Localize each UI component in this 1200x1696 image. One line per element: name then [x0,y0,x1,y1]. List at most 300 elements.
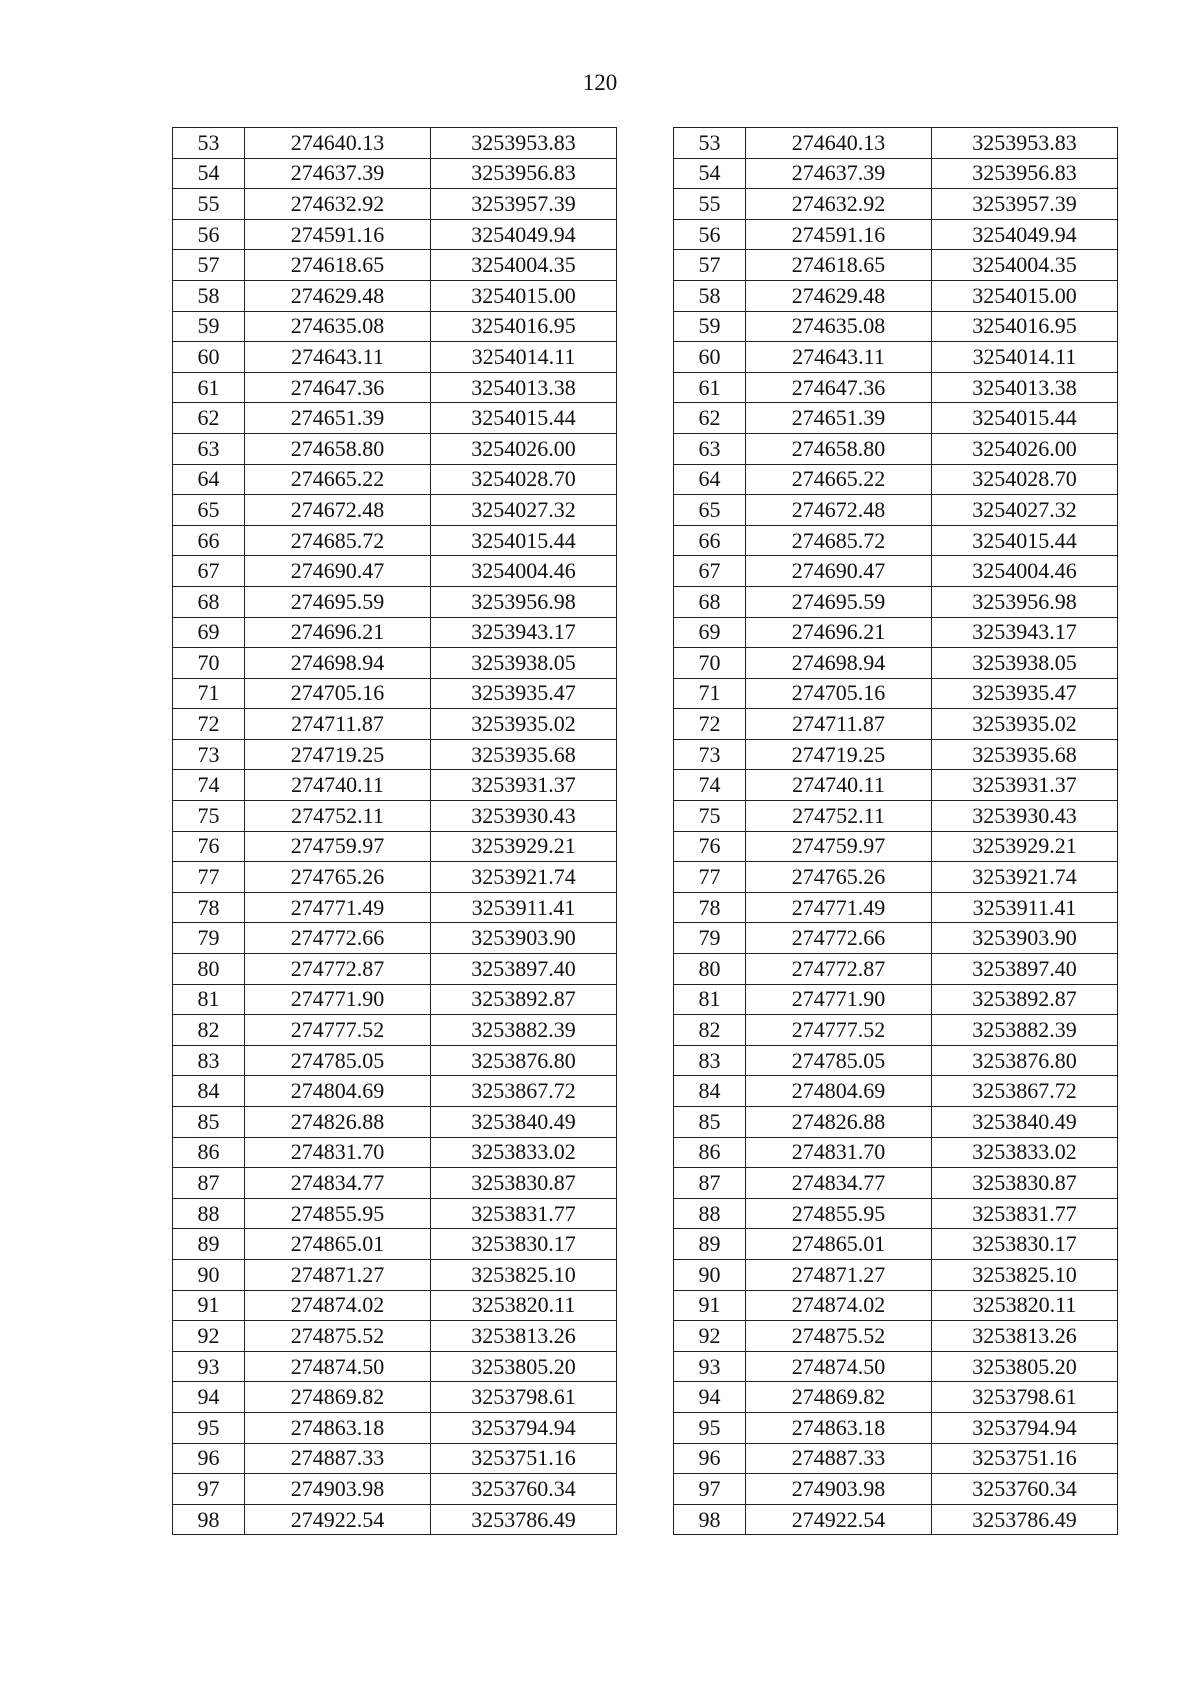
right-point-number: 78 [674,892,746,923]
left-x-coordinate: 274765.26 [245,862,431,893]
column-gap [617,617,674,648]
left-point-number: 70 [173,648,245,679]
table-row [173,1290,1118,1321]
left-y-coordinate: 3253929.21 [431,831,617,862]
column-gap [617,1198,674,1229]
right-x-coordinate: 274869.82 [746,1382,932,1413]
right-x-coordinate: 274804.69 [746,1076,932,1107]
table-row [173,770,1118,801]
left-point-number: 67 [173,556,245,587]
right-y-coordinate: 3253751.16 [932,1443,1118,1474]
left-x-coordinate: 274711.87 [245,709,431,740]
left-point-number: 81 [173,984,245,1015]
right-point-number: 67 [674,556,746,587]
column-gap [617,525,674,556]
right-point-number: 53 [674,128,746,159]
left-x-coordinate: 274651.39 [245,403,431,434]
right-point-number: 65 [674,495,746,526]
right-y-coordinate: 3253930.43 [932,801,1118,832]
column-gap [617,219,674,250]
right-point-number: 95 [674,1412,746,1443]
right-point-number: 88 [674,1198,746,1229]
right-point-number: 71 [674,678,746,709]
left-y-coordinate: 3253786.49 [431,1504,617,1535]
right-y-coordinate: 3253929.21 [932,831,1118,862]
right-y-coordinate: 3253938.05 [932,648,1118,679]
column-gap [617,1321,674,1352]
table-row [173,280,1118,311]
table-row [173,1321,1118,1352]
right-x-coordinate: 274771.90 [746,984,932,1015]
column-gap [617,831,674,862]
right-point-number: 81 [674,984,746,1015]
left-point-number: 53 [173,128,245,159]
right-y-coordinate: 3253935.68 [932,739,1118,770]
left-point-number: 87 [173,1168,245,1199]
left-x-coordinate: 274777.52 [245,1015,431,1046]
left-point-number: 95 [173,1412,245,1443]
left-point-number: 58 [173,280,245,311]
left-x-coordinate: 274869.82 [245,1382,431,1413]
right-x-coordinate: 274711.87 [746,709,932,740]
column-gap [617,433,674,464]
left-y-coordinate: 3254016.95 [431,311,617,342]
left-y-coordinate: 3253897.40 [431,954,617,985]
left-point-number: 85 [173,1107,245,1138]
right-y-coordinate: 3254026.00 [932,433,1118,464]
right-point-number: 54 [674,158,746,189]
right-y-coordinate: 3253833.02 [932,1137,1118,1168]
right-point-number: 69 [674,617,746,648]
right-y-coordinate: 3253830.87 [932,1168,1118,1199]
left-point-number: 57 [173,250,245,281]
right-x-coordinate: 274875.52 [746,1321,932,1352]
right-point-number: 62 [674,403,746,434]
left-x-coordinate: 274831.70 [245,1137,431,1168]
table-row [173,1229,1118,1260]
right-x-coordinate: 274618.65 [746,250,932,281]
left-x-coordinate: 274871.27 [245,1259,431,1290]
column-gap [617,709,674,740]
column-gap [617,1504,674,1535]
left-x-coordinate: 274635.08 [245,311,431,342]
left-y-coordinate: 3253938.05 [431,648,617,679]
column-gap [617,954,674,985]
left-x-coordinate: 274705.16 [245,678,431,709]
table-row [173,128,1118,159]
left-x-coordinate: 274740.11 [245,770,431,801]
left-x-coordinate: 274618.65 [245,250,431,281]
left-point-number: 69 [173,617,245,648]
right-x-coordinate: 274591.16 [746,219,932,250]
left-y-coordinate: 3253903.90 [431,923,617,954]
left-y-coordinate: 3254013.38 [431,372,617,403]
left-y-coordinate: 3253957.39 [431,189,617,220]
right-point-number: 75 [674,801,746,832]
left-point-number: 59 [173,311,245,342]
right-y-coordinate: 3253935.47 [932,678,1118,709]
right-point-number: 85 [674,1107,746,1138]
column-gap [617,770,674,801]
right-x-coordinate: 274887.33 [746,1443,932,1474]
table-row [173,1137,1118,1168]
left-x-coordinate: 274643.11 [245,342,431,373]
column-gap [617,1107,674,1138]
table-row [173,1198,1118,1229]
column-gap [617,464,674,495]
right-x-coordinate: 274672.48 [746,495,932,526]
column-gap [617,862,674,893]
right-x-coordinate: 274632.92 [746,189,932,220]
left-x-coordinate: 274698.94 [245,648,431,679]
left-y-coordinate: 3253840.49 [431,1107,617,1138]
column-gap [617,280,674,311]
right-y-coordinate: 3253931.37 [932,770,1118,801]
right-point-number: 70 [674,648,746,679]
right-y-coordinate: 3254013.38 [932,372,1118,403]
table-row [173,495,1118,526]
right-x-coordinate: 274772.87 [746,954,932,985]
right-x-coordinate: 274637.39 [746,158,932,189]
right-y-coordinate: 3254049.94 [932,219,1118,250]
right-x-coordinate: 274647.36 [746,372,932,403]
right-point-number: 86 [674,1137,746,1168]
right-point-number: 72 [674,709,746,740]
column-gap [617,1259,674,1290]
left-x-coordinate: 274922.54 [245,1504,431,1535]
table-row [173,1382,1118,1413]
right-x-coordinate: 274696.21 [746,617,932,648]
right-point-number: 90 [674,1259,746,1290]
right-y-coordinate: 3253760.34 [932,1474,1118,1505]
left-point-number: 82 [173,1015,245,1046]
table-row [173,464,1118,495]
column-gap [617,495,674,526]
right-x-coordinate: 274922.54 [746,1504,932,1535]
left-point-number: 84 [173,1076,245,1107]
right-x-coordinate: 274740.11 [746,770,932,801]
right-y-coordinate: 3254004.35 [932,250,1118,281]
left-x-coordinate: 274665.22 [245,464,431,495]
left-y-coordinate: 3253820.11 [431,1290,617,1321]
right-point-number: 80 [674,954,746,985]
table-row [173,862,1118,893]
right-point-number: 91 [674,1290,746,1321]
table-row [173,1412,1118,1443]
right-x-coordinate: 274759.97 [746,831,932,862]
left-y-coordinate: 3254004.46 [431,556,617,587]
left-y-coordinate: 3254049.94 [431,219,617,250]
right-y-coordinate: 3253882.39 [932,1015,1118,1046]
left-point-number: 88 [173,1198,245,1229]
right-x-coordinate: 274826.88 [746,1107,932,1138]
right-y-coordinate: 3254014.11 [932,342,1118,373]
right-x-coordinate: 274903.98 [746,1474,932,1505]
right-point-number: 97 [674,1474,746,1505]
left-x-coordinate: 274632.92 [245,189,431,220]
left-y-coordinate: 3254026.00 [431,433,617,464]
right-x-coordinate: 274665.22 [746,464,932,495]
left-x-coordinate: 274855.95 [245,1198,431,1229]
right-y-coordinate: 3253897.40 [932,954,1118,985]
left-y-coordinate: 3253876.80 [431,1045,617,1076]
left-x-coordinate: 274696.21 [245,617,431,648]
right-y-coordinate: 3253956.98 [932,586,1118,617]
left-y-coordinate: 3253882.39 [431,1015,617,1046]
table-row [173,189,1118,220]
column-gap [617,586,674,617]
table-row [173,1107,1118,1138]
right-x-coordinate: 274771.49 [746,892,932,923]
right-point-number: 56 [674,219,746,250]
right-point-number: 89 [674,1229,746,1260]
left-y-coordinate: 3253751.16 [431,1443,617,1474]
left-x-coordinate: 274865.01 [245,1229,431,1260]
left-y-coordinate: 3254028.70 [431,464,617,495]
column-gap [617,1015,674,1046]
left-point-number: 76 [173,831,245,862]
column-gap [617,1351,674,1382]
left-x-coordinate: 274672.48 [245,495,431,526]
right-x-coordinate: 274874.02 [746,1290,932,1321]
right-y-coordinate: 3254028.70 [932,464,1118,495]
column-gap [617,739,674,770]
left-x-coordinate: 274629.48 [245,280,431,311]
table-row [173,1504,1118,1535]
right-x-coordinate: 274698.94 [746,648,932,679]
left-x-coordinate: 274591.16 [245,219,431,250]
left-point-number: 62 [173,403,245,434]
left-x-coordinate: 274690.47 [245,556,431,587]
right-point-number: 84 [674,1076,746,1107]
left-point-number: 79 [173,923,245,954]
left-x-coordinate: 274772.87 [245,954,431,985]
right-point-number: 68 [674,586,746,617]
column-gap [617,678,674,709]
right-point-number: 76 [674,831,746,862]
table-row [173,525,1118,556]
left-x-coordinate: 274771.49 [245,892,431,923]
left-point-number: 68 [173,586,245,617]
table-row [173,586,1118,617]
right-y-coordinate: 3253840.49 [932,1107,1118,1138]
right-y-coordinate: 3253805.20 [932,1351,1118,1382]
right-point-number: 58 [674,280,746,311]
left-point-number: 61 [173,372,245,403]
coordinate-table [172,127,1118,1535]
right-y-coordinate: 3253798.61 [932,1382,1118,1413]
left-point-number: 91 [173,1290,245,1321]
left-point-number: 78 [173,892,245,923]
left-point-number: 64 [173,464,245,495]
left-y-coordinate: 3254014.11 [431,342,617,373]
left-x-coordinate: 274863.18 [245,1412,431,1443]
table-row [173,158,1118,189]
column-gap [617,984,674,1015]
right-x-coordinate: 274863.18 [746,1412,932,1443]
right-point-number: 92 [674,1321,746,1352]
left-point-number: 75 [173,801,245,832]
left-point-number: 63 [173,433,245,464]
column-gap [617,1045,674,1076]
left-point-number: 92 [173,1321,245,1352]
left-y-coordinate: 3253935.68 [431,739,617,770]
page-number: 120 [582,70,618,95]
left-y-coordinate: 3253825.10 [431,1259,617,1290]
left-point-number: 93 [173,1351,245,1382]
left-x-coordinate: 274903.98 [245,1474,431,1505]
table-row [173,1259,1118,1290]
right-x-coordinate: 274785.05 [746,1045,932,1076]
left-point-number: 80 [173,954,245,985]
right-y-coordinate: 3253921.74 [932,862,1118,893]
left-point-number: 74 [173,770,245,801]
table-row [173,1015,1118,1046]
left-x-coordinate: 274759.97 [245,831,431,862]
right-point-number: 63 [674,433,746,464]
left-point-number: 55 [173,189,245,220]
right-point-number: 57 [674,250,746,281]
right-x-coordinate: 274658.80 [746,433,932,464]
column-gap [617,892,674,923]
table-row [173,556,1118,587]
left-x-coordinate: 274640.13 [245,128,431,159]
right-x-coordinate: 274635.08 [746,311,932,342]
right-y-coordinate: 3253867.72 [932,1076,1118,1107]
right-point-number: 61 [674,372,746,403]
left-point-number: 94 [173,1382,245,1413]
coordinate-table-body [173,128,1118,1535]
right-point-number: 66 [674,525,746,556]
table-row [173,923,1118,954]
left-y-coordinate: 3253935.47 [431,678,617,709]
column-gap [617,189,674,220]
left-y-coordinate: 3253831.77 [431,1198,617,1229]
column-gap [617,556,674,587]
column-gap [617,1382,674,1413]
left-x-coordinate: 274658.80 [245,433,431,464]
right-x-coordinate: 274855.95 [746,1198,932,1229]
table-row [173,1474,1118,1505]
right-point-number: 96 [674,1443,746,1474]
right-y-coordinate: 3253953.83 [932,128,1118,159]
right-point-number: 82 [674,1015,746,1046]
left-x-coordinate: 274685.72 [245,525,431,556]
left-point-number: 77 [173,862,245,893]
left-point-number: 56 [173,219,245,250]
table-row [173,739,1118,770]
column-gap [617,1229,674,1260]
column-gap [617,1443,674,1474]
right-x-coordinate: 274865.01 [746,1229,932,1260]
right-point-number: 98 [674,1504,746,1535]
table-row [173,1045,1118,1076]
left-y-coordinate: 3253813.26 [431,1321,617,1352]
right-y-coordinate: 3253820.11 [932,1290,1118,1321]
table-row [173,801,1118,832]
left-y-coordinate: 3253830.87 [431,1168,617,1199]
left-point-number: 83 [173,1045,245,1076]
left-point-number: 66 [173,525,245,556]
right-y-coordinate: 3254027.32 [932,495,1118,526]
left-point-number: 90 [173,1259,245,1290]
right-x-coordinate: 274651.39 [746,403,932,434]
left-point-number: 98 [173,1504,245,1535]
left-y-coordinate: 3253830.17 [431,1229,617,1260]
column-gap [617,158,674,189]
right-y-coordinate: 3253935.02 [932,709,1118,740]
column-gap [617,1076,674,1107]
column-gap [617,648,674,679]
left-point-number: 97 [173,1474,245,1505]
column-gap [617,1474,674,1505]
left-y-coordinate: 3253921.74 [431,862,617,893]
right-point-number: 64 [674,464,746,495]
right-y-coordinate: 3253903.90 [932,923,1118,954]
table-row [173,372,1118,403]
left-x-coordinate: 274695.59 [245,586,431,617]
right-y-coordinate: 3254016.95 [932,311,1118,342]
right-point-number: 55 [674,189,746,220]
left-y-coordinate: 3253943.17 [431,617,617,648]
left-x-coordinate: 274719.25 [245,739,431,770]
column-gap [617,923,674,954]
left-x-coordinate: 274804.69 [245,1076,431,1107]
table-row [173,433,1118,464]
right-y-coordinate: 3253876.80 [932,1045,1118,1076]
right-x-coordinate: 274640.13 [746,128,932,159]
column-gap [617,1168,674,1199]
right-point-number: 60 [674,342,746,373]
table-row [173,954,1118,985]
right-y-coordinate: 3253813.26 [932,1321,1118,1352]
left-x-coordinate: 274771.90 [245,984,431,1015]
right-x-coordinate: 274690.47 [746,556,932,587]
right-x-coordinate: 274834.77 [746,1168,932,1199]
table-row [173,831,1118,862]
right-x-coordinate: 274719.25 [746,739,932,770]
column-gap [617,1412,674,1443]
left-y-coordinate: 3254015.44 [431,525,617,556]
column-gap [617,311,674,342]
left-point-number: 60 [173,342,245,373]
left-y-coordinate: 3253931.37 [431,770,617,801]
right-point-number: 93 [674,1351,746,1382]
table-row [173,617,1118,648]
left-x-coordinate: 274826.88 [245,1107,431,1138]
right-point-number: 74 [674,770,746,801]
table-row [173,892,1118,923]
right-y-coordinate: 3253956.83 [932,158,1118,189]
left-x-coordinate: 274834.77 [245,1168,431,1199]
left-point-number: 71 [173,678,245,709]
right-x-coordinate: 274752.11 [746,801,932,832]
table-row [173,709,1118,740]
left-point-number: 72 [173,709,245,740]
left-y-coordinate: 3253956.98 [431,586,617,617]
right-y-coordinate: 3254015.00 [932,280,1118,311]
left-y-coordinate: 3253953.83 [431,128,617,159]
right-y-coordinate: 3254015.44 [932,525,1118,556]
right-x-coordinate: 274831.70 [746,1137,932,1168]
left-x-coordinate: 274752.11 [245,801,431,832]
column-gap [617,403,674,434]
table-row [173,219,1118,250]
left-y-coordinate: 3253833.02 [431,1137,617,1168]
left-y-coordinate: 3254004.35 [431,250,617,281]
right-point-number: 94 [674,1382,746,1413]
table-row [173,311,1118,342]
